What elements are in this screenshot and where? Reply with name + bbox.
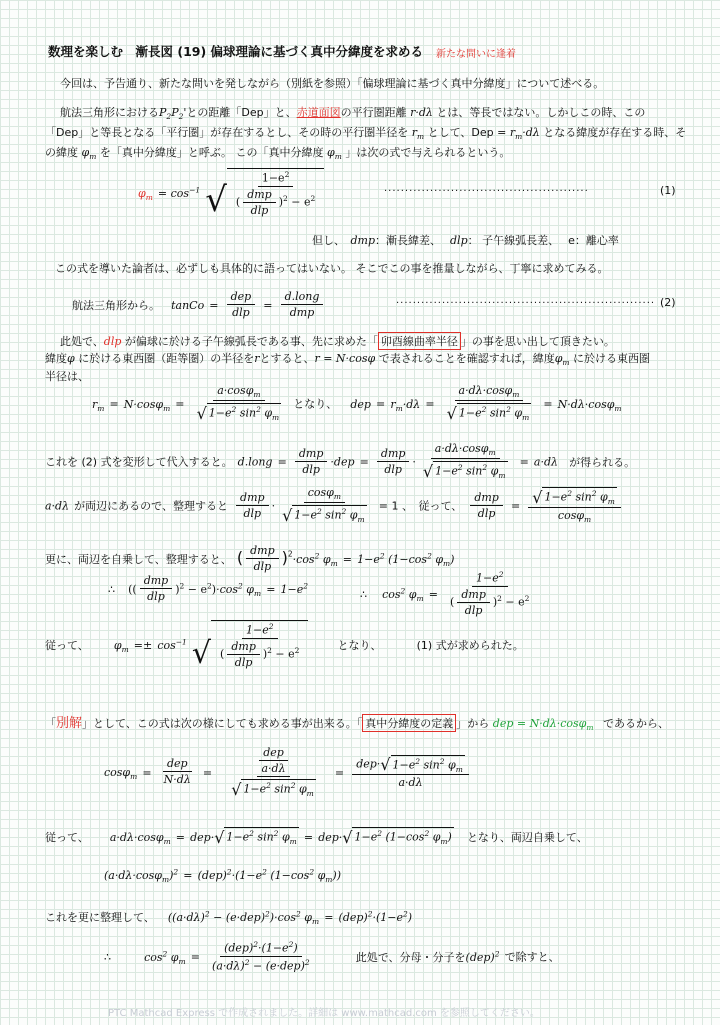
equation-3: $r_m = N\cdot\cos\varphi_m$ = a·cosφ$_m$ √ $1-e^2$ $\sin^2 \varphi_m$ となり、 dep = $r_m\cdot d\lambda$ = a·dλ·cosφ$_m$ √ $1-e^2$ $\sin^2 \varphi_m$ = N·dλ·cosφ$_m$ — [92, 384, 622, 424]
para11-equation: ∴ $\cos^2 \varphi_m$ = $\frac{(dep)^2\cdot(1-e^2)}{(a\cdot d\lambda)^2 - (e\cdot dep)^2}$ 此処で、分母・分子を(dep)$^2$ で除すと、 — [104, 940, 560, 973]
equation-1-leader: ················································· — [384, 186, 589, 197]
para8-line: 「別解」として、この式は次の様にしても求める事が出来る。「 真中分緯度の定義 」から dep = N·dλ·cosφ$_m$ であるから、 — [45, 716, 669, 733]
para3-line2: 緯度φ に於ける東西圏（距等圏）の半径をrとすると、r = N·cosφ で表されることを確認すれば，緯度$\varphi_m$ に於ける東西圏 — [45, 352, 651, 368]
para6-equation: 更に、両辺を自乗して、整理すると、 ( $\frac{\text{dmp}}{\text{dlp}}$ )$^2\cdot\cos^2$ $\varphi_m = 1-e^2$ ($1-\cos^2$ $\varphi_m$) — [45, 544, 455, 573]
therefore-equation-1: ∴ (( $\frac{\text{dmp}}{\text{dlp}}$ )$^2 - e^2)\cdot\cos^2$ $\varphi_m = 1-e^2$ — [108, 574, 309, 603]
equation-1: $\varphi_m = \cos^{-1}$ √ $1-e^2$ ( $\frac{\text{dmp}}{\text{dlp}}$ )$^2 - e^2$ — [138, 168, 324, 217]
para5-equation: a·dλ が両辺にあるので、整理すると $\frac{\text{dmp}}{\text{dlp}}$ · cosφ$_m$ √ $1-e^2$ $\sin^2 \varphi_m$ = 1 、 従って、 $\frac{\text{dmp}}{\text{dlp}}$ = √ $1-e^2$ $\sin^2 \varphi_m$ cosφ$_m$ — [45, 486, 624, 524]
para1-line3: の緯度 $\varphi_m$ を「真中分緯度」と呼ぶ。 この「真中分緯度 $\varphi_m$ 」は次の式で与えられるという。 — [45, 146, 511, 162]
equation-1-number: (1) — [660, 184, 676, 197]
para1-line1: 航法三角形における$P_2P_2'$との距離「Dep」と、赤道面図の平行圏距離 r·dλ とは、等長ではない。しかしこの時、この — [60, 106, 646, 122]
para7-equation: 従って、 $\varphi_m =\pm \cos^{-1}$ √ $1-e^2$ ( $\frac{\text{dmp}}{\text{dlp}}$ )$^2 - e^2$ となり、 (1) 式が求められた。 — [45, 622, 524, 671]
para9-equation: 従って、 a·dλ·cosφ$_m$ = dep· √ $1-e^2$ $\sin^2 \varphi_m$ = dep· √ $1-e^2$ ($1-\cos^2$ $\varphi_m$) となり、両辺自乗して、 — [45, 827, 588, 847]
equation-2-leader: ······························································ — [396, 298, 656, 309]
alt-equation-1: cosφ$_m$ = $\frac{\text{dep}}{N\cdot d\lambda}$ = dep a·dλ √ $1-e^2$ $\sin^2 \varphi_m$ = dep· √ $1-e^2$ $\sin^2 \varphi_m$ a·dλ — [104, 746, 472, 798]
equation-2-number: (2) — [660, 296, 676, 309]
definitions: 但し、 dmp：漸長緯差、 dlp： 子午線弧長差、 e：離心率 — [312, 234, 619, 247]
para4-equation: これを (2) 式を変形して代入すると。 d.long = $\frac{\text{dmp}}{\text{dlp}}$ ·dep = $\frac{\text{dmp}}{\text{dlp}}$ · a·dλ·cosφ$_m$ √ $1-e^2$ $\sin^2 \varphi_m$ = a·dλ が得られる。 — [45, 442, 636, 482]
para2-text: この式を導いた論者は、必ずしも具体的に語ってはいない。 そこでこの事を推量しながら、丁寧に求めてみる。 — [55, 262, 609, 275]
equation-2: 航法三角形から。 tanCo = $\frac{\text{dep}}{\text{dlp}}$ = $\frac{\text{d.long}}{\text{dmp}}$ — [72, 290, 326, 319]
footer-watermark: PTC Mathcad Express で作成されました。詳細は www.mathcad.com を参照してください。 — [108, 1008, 540, 1019]
therefore-equation-2: ∴ $\cos^2 \varphi_m$ = $1-e^2$ ( $\frac{\text{dmp}}{\text{dlp}}$ )$^2 - e^2$ — [360, 570, 530, 617]
intro-text: 今回は、予告通り、新たな問いを発しながら（別紙を参照）「偏球理論に基づく真中分緯度」について述べる。 — [60, 77, 605, 90]
para3-line1: 此処で、dlp が偏球に於ける子午線弧長である事、先に求めた「 卯酉線曲率半径 」の事を思い出して頂きたい。 — [60, 332, 615, 350]
para10-equation: これを更に整理して、 $((a\cdot d\lambda)^2 - (e\cdot dep)^2)\cdot\cos^2$ $\varphi_m = (dep)^2\cdot(1-e^2)$ — [45, 909, 413, 927]
para1-line2: 「Dep」と等長となる「平行圏」が存在するとし、その時の平行圏半径を $r_m$ として、Dep = $r_m\cdot d\lambda$ となる緯度が存在する時、そ — [45, 126, 687, 142]
page-subtitle: 新たな問いに逢着 — [436, 49, 516, 60]
squared-equation: $(a\cdot d\lambda\cdot\cos\varphi_m)^2 = (dep)^2\cdot(1-e^2$ ($1-\cos^2$ $\varphi_m$)) — [104, 867, 342, 885]
page-title: 数理を楽しむ 漸長図 (19) 偏球理論に基づく真中分緯度を求める — [48, 44, 424, 59]
para3-line3: 半径は、 — [45, 370, 89, 383]
